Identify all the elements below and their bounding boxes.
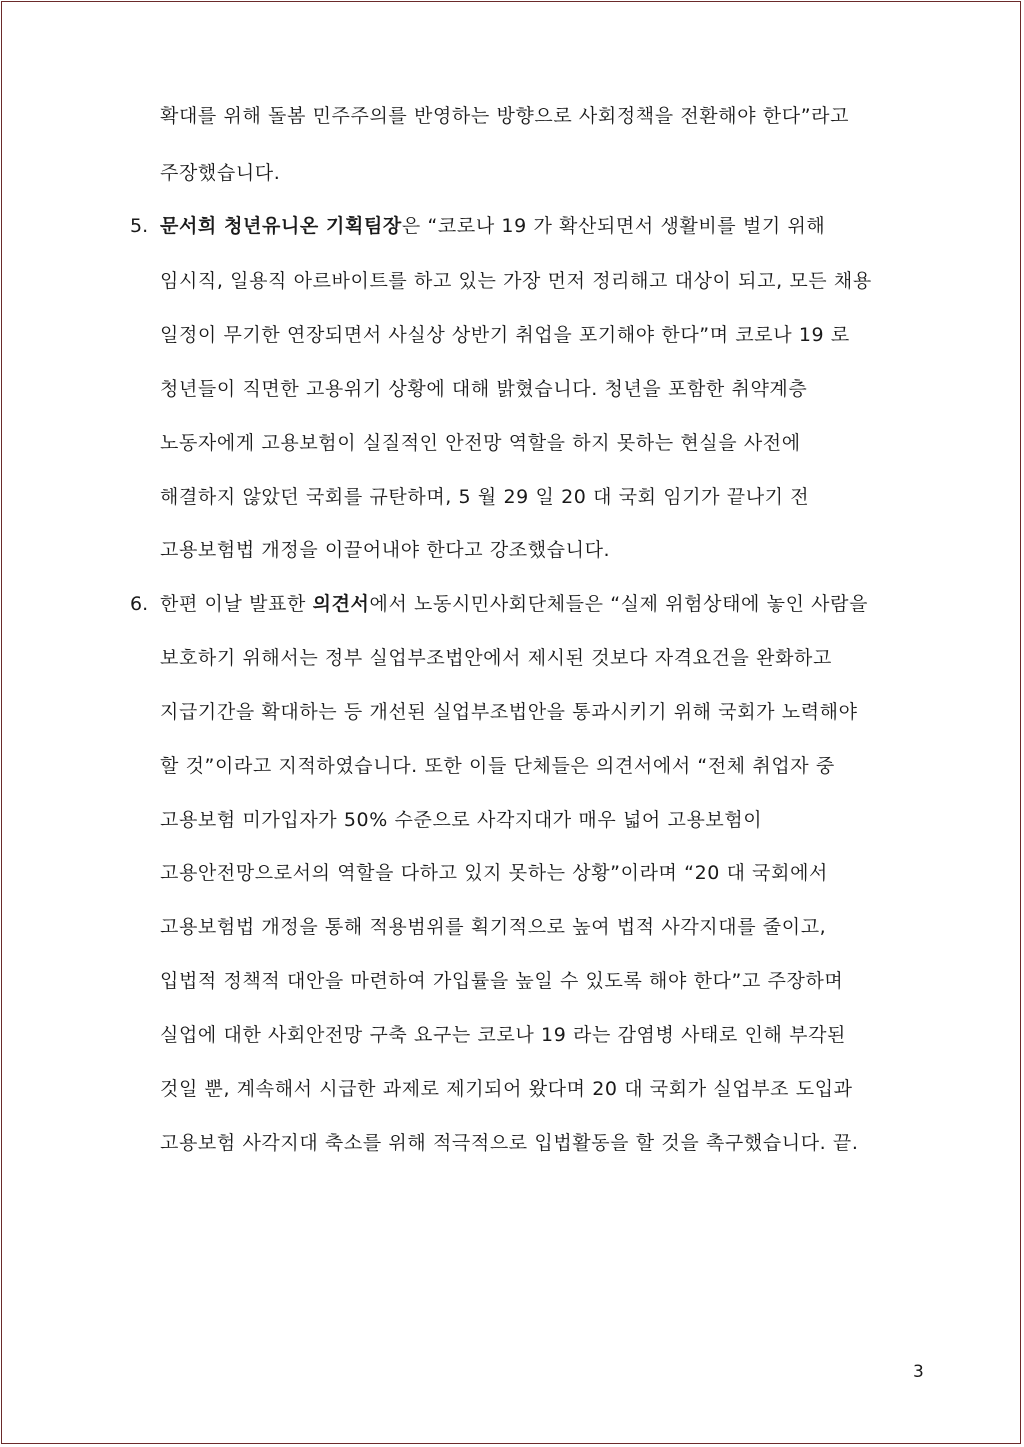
item-6-line: 지급기간을 확대하는 등 개선된 실업부조법안을 통과시키기 위해 국회가 노력해야 [160,701,858,723]
item-5-first-line-text: 은 “코로나 19 가 확산되면서 생활비를 벌기 위해 [401,215,826,237]
item-5-line: 일정이 무기한 연장되면서 사실상 상반기 취업을 포기해야 한다”며 코로나 19 로 [160,324,850,346]
item-5-number: 5. [130,215,149,237]
item-6-line: 보호하기 위해서는 정부 실업부조법안에서 제시된 것보다 자격요건을 완화하고 [160,647,832,669]
item-6-line: 것일 뿐, 계속해서 시급한 과제로 제기되어 왔다며 20 대 국회가 실업부조 도입과 [160,1078,853,1100]
item-6-first-line [160,592,868,616]
item-5-line: 고용보험법 개정을 이끌어내야 한다고 강조했습니다. [160,539,611,561]
page-number: 3 [913,1362,924,1382]
item-6-line: 고용보험 미가입자가 50% 수준으로 사각지대가 매우 넓어 고용보험이 [160,809,763,831]
carryover-line-2: 주장했습니다. [160,162,281,184]
item-6-line: 입법적 정책적 대안을 마련하여 가입률을 높일 수 있도록 해야 한다”고 주장하며 [160,970,844,992]
item-5-line: 청년들이 직면한 고용위기 상황에 대해 밝혔습니다. 청년을 포함한 취약계층 [160,378,808,400]
item-6-line: 할 것”이라고 지적하였습니다. 또한 이들 단체들은 의견서에서 “전체 취업자 중 [160,755,835,777]
item-6-line: 고용안전망으로서의 역할을 다하고 있지 못하는 상황”이라며 “20 대 국회에서 [160,862,829,884]
item-6-line: 실업에 대한 사회안전망 구축 요구는 코로나 19 라는 감염병 사태로 인해 부각된 [160,1024,846,1046]
item-5-first-line [160,214,825,238]
item-5-speaker: 문서희 청년유니온 기획팀장 [160,215,402,237]
item-5-line: 해결하지 않았던 국회를 규탄하며, 5 월 29 일 20 대 국회 임기가 끝나기 전 [160,486,810,508]
item-5-line: 노동자에게 고용보험이 실질적인 안전망 역할을 하지 못하는 현실을 사전에 [160,432,801,454]
item-6-number: 6. [130,593,149,615]
item-6-line: 고용보험법 개정을 통해 적용범위를 획기적으로 높여 법적 사각지대를 줄이고, [160,916,827,938]
item-6-opinion-link: 의견서 [312,593,370,615]
carryover-line-1: 확대를 위해 돌봄 민주주의를 반영하는 방향으로 사회정책을 전환해야 한다”라고 [160,105,850,127]
item-6-line: 고용보험 사각지대 축소를 위해 적극적으로 입법활동을 할 것을 촉구했습니다. 끝. [160,1132,859,1154]
item-5-line: 임시직, 일용직 아르바이트를 하고 있는 가장 먼저 정리해고 대상이 되고, 모든 채용 [160,270,872,292]
item-6-first-line-text: 에서 노동시민사회단체들은 “실제 위험상태에 놓인 사람을 [369,593,869,615]
item-6-first-line-lead: 한편 이날 발표한 [160,593,313,615]
